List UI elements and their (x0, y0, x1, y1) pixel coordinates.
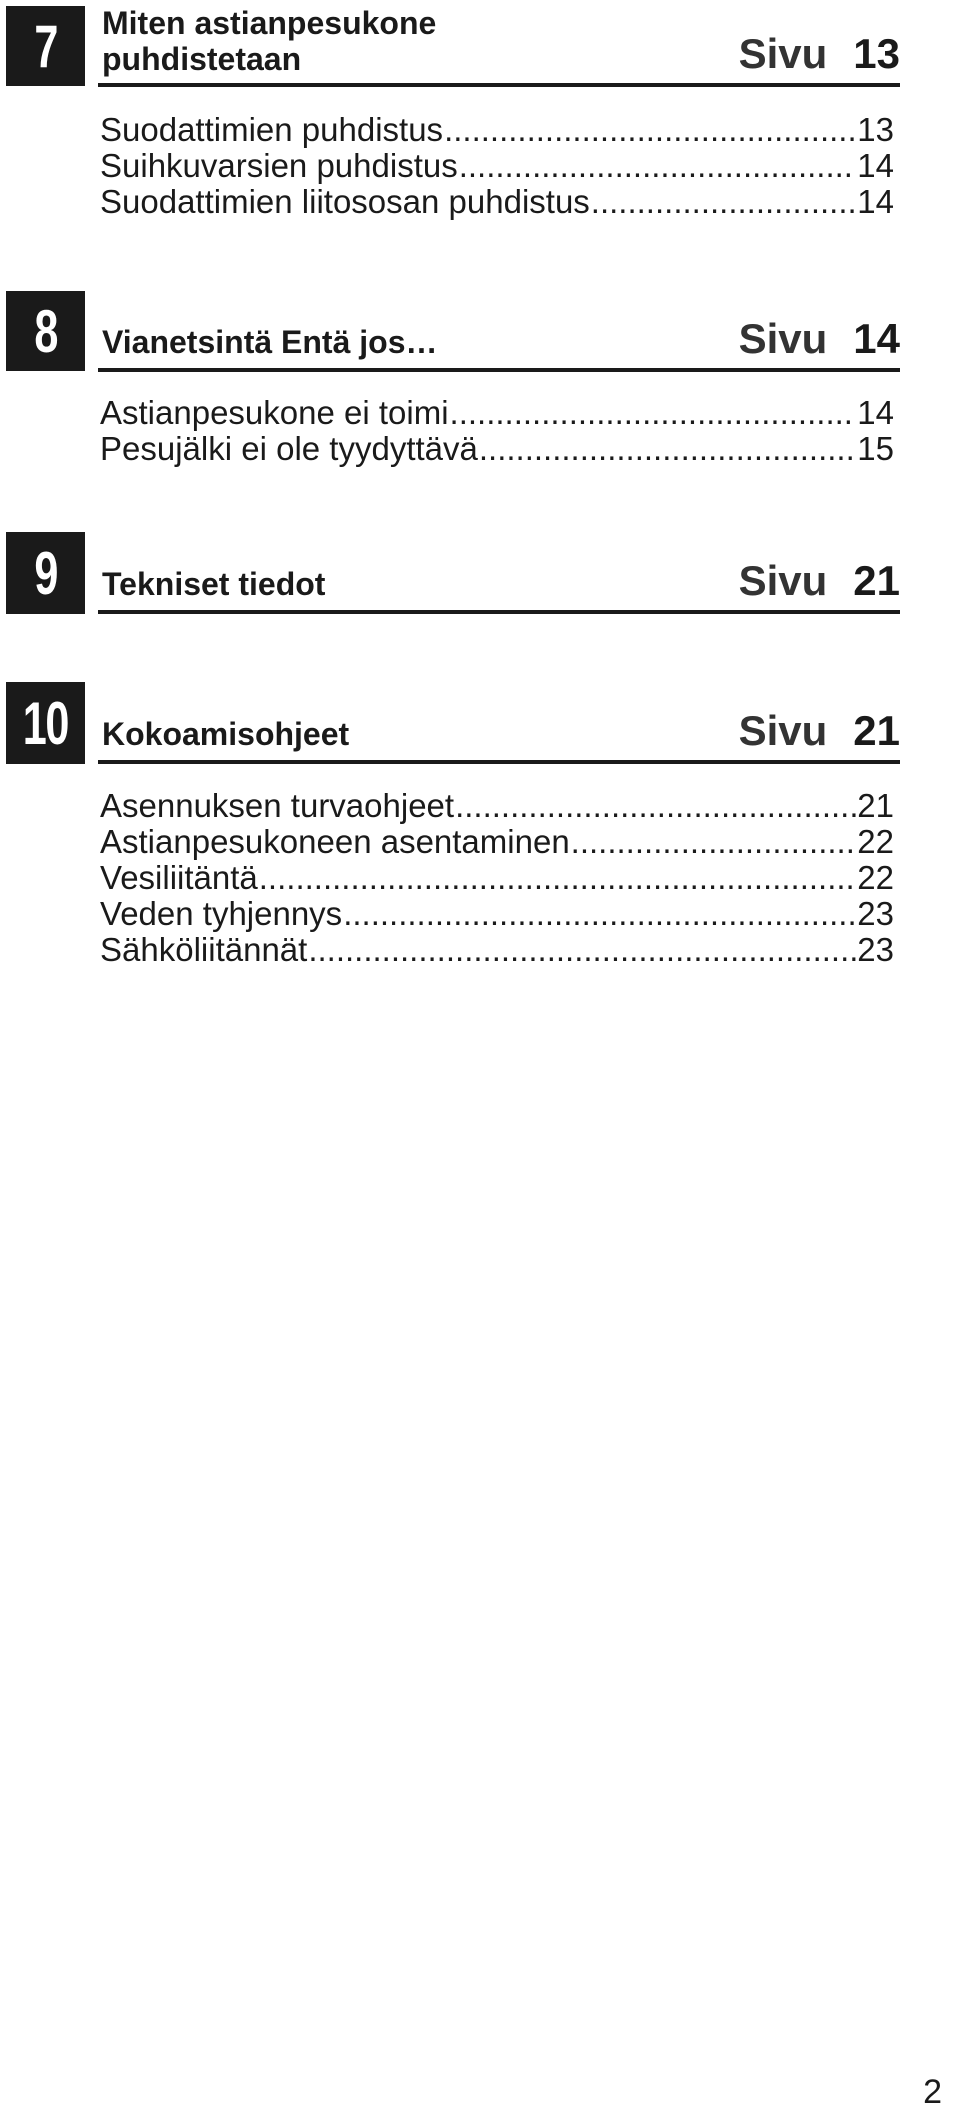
section-title: Tekniset tiedot (102, 566, 326, 602)
section-page-ref (739, 316, 900, 362)
toc-entry[interactable]: Astianpesukone ei toimi ..... 14 (100, 395, 894, 431)
toc-entry[interactable]: Suodattimien puhdistus ..... 13 (100, 112, 894, 148)
section-header (98, 680, 900, 764)
toc-entry[interactable]: Pesujälki ei ole tyydyttävä ..... 15 (100, 431, 894, 467)
toc-entry-list (100, 112, 894, 220)
page-prefix: Sivu (738, 30, 828, 77)
section-title: Miten astianpesukone puhdistetaan (102, 5, 437, 77)
section-page-ref (739, 31, 900, 77)
toc-entry[interactable]: Sähköliitännät ..... 23 (100, 932, 894, 968)
toc-entry-list (100, 395, 894, 467)
toc-entry[interactable]: Astianpesukoneen asentaminen ..... 22 (100, 824, 894, 860)
toc-entry[interactable]: Suihkuvarsien puhdistus ..... 14 (100, 148, 894, 184)
toc-entry-list (100, 788, 894, 968)
page-prefix: Sivu (738, 707, 828, 754)
toc-entry[interactable]: Suodattimien liitososan puhdistus ..... 14 (100, 184, 894, 220)
section-number-badge: 7 (6, 6, 85, 86)
page-prefix: Sivu (738, 315, 828, 362)
page-prefix: Sivu (738, 557, 828, 604)
page-number-ref: 21 (853, 557, 900, 604)
toc-entry[interactable]: Veden tyhjennys ..... 23 (100, 896, 894, 932)
section-header (98, 290, 900, 372)
section-page-ref (739, 558, 900, 604)
section-number-badge: 9 (6, 532, 85, 614)
toc-entry[interactable]: Vesiliitäntä ..... 22 (100, 860, 894, 896)
section-title: Vianetsintä Entä jos… (102, 324, 438, 360)
section-title: Kokoamisohjeet (102, 716, 350, 752)
section-number-badge: 8 (6, 291, 85, 371)
toc-entry[interactable]: Asennuksen turvaohjeet ..... 21 (100, 788, 894, 824)
section-number-badge: 10 (6, 682, 85, 764)
page-number-ref: 13 (853, 30, 900, 77)
section-header (98, 530, 900, 614)
section-page-ref (739, 708, 900, 754)
page-number-ref: 21 (853, 707, 900, 754)
page-number: 2 (923, 2073, 942, 2111)
section-header (98, 0, 900, 87)
page-number-ref: 14 (853, 315, 900, 362)
